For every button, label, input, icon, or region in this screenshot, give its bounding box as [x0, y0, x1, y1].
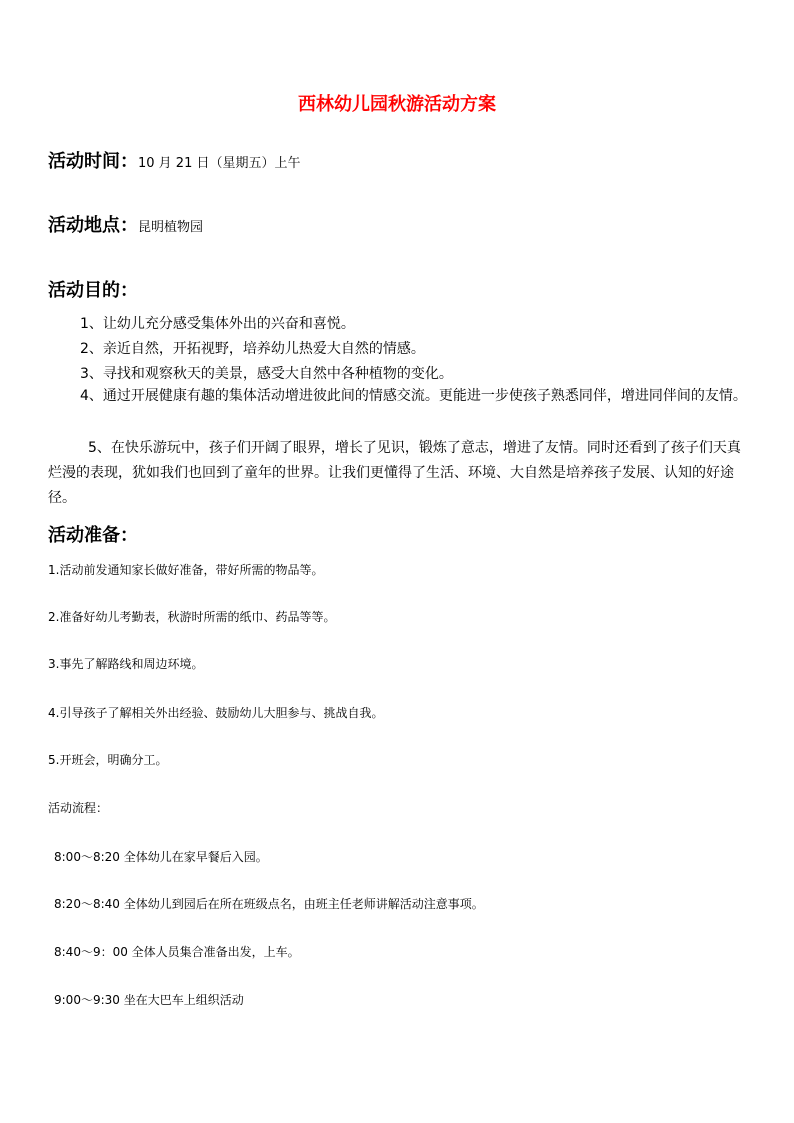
location-heading — [48, 211, 203, 237]
process-item: 8:40～9：00 全体人员集合准备出发，上车。 — [54, 945, 300, 959]
preparation-item: 1.活动前发通知家长做好准备，带好所需的物品等。 — [48, 563, 324, 577]
process-item: 8:20～8:40 全体幼儿到园后在所在班级点名，由班主任老师讲解活动注意事项。 — [54, 897, 484, 911]
document-title: 西林幼儿园秋游活动方案 — [298, 94, 496, 115]
preparation-item: 4.引导孩子了解相关外出经验、鼓励幼儿大胆参与、挑战自我。 — [48, 706, 384, 720]
process-item: 9:00～9:30 坐在大巴车上组织活动 — [54, 993, 244, 1007]
time-label: 活动时间： — [48, 151, 138, 172]
purpose-item: 4、通过开展健康有趣的集体活动增进彼此间的情感交流。更能进一步使孩子熟悉同伴，增进同伴间的友情。 — [80, 388, 747, 404]
time-heading — [48, 147, 300, 173]
preparation-item: 5.开班会，明确分工。 — [48, 753, 168, 767]
preparation-heading: 活动准备： — [48, 525, 138, 546]
process-heading: 活动流程： — [48, 801, 109, 815]
time-value: 10 月 21 日（星期五）上午 — [138, 156, 301, 171]
preparation-item: 2.准备好幼儿考勤表，秋游时所需的纸巾、药品等等。 — [48, 610, 336, 624]
purpose-item: 5、在快乐游玩中，孩子们开阔了眼界，增长了见识，锻炼了意志，增进了友情。同时还看到了孩子们天真烂漫的表现，犹如我们也回到了童年的世界。让我们更懂得了生活、环境、大自然是培养孩子发展、认知的好途径。 — [48, 440, 741, 506]
location-label: 活动地点： — [48, 215, 138, 236]
location-value: 昆明植物园 — [138, 220, 204, 235]
purpose-item: 2、亲近自然，开拓视野，培养幼儿热爱大自然的情感。 — [80, 341, 425, 357]
purpose-item: 1、让幼儿充分感受集体外出的兴奋和喜悦。 — [80, 316, 355, 332]
purpose-item: 3、寻找和观察秋天的美景，感受大自然中各种植物的变化。 — [80, 366, 453, 382]
preparation-item: 3.事先了解路线和周边环境。 — [48, 657, 204, 671]
process-item: 8:00～8:20 全体幼儿在家早餐后入园。 — [54, 850, 268, 864]
purpose-heading: 活动目的： — [48, 280, 138, 301]
